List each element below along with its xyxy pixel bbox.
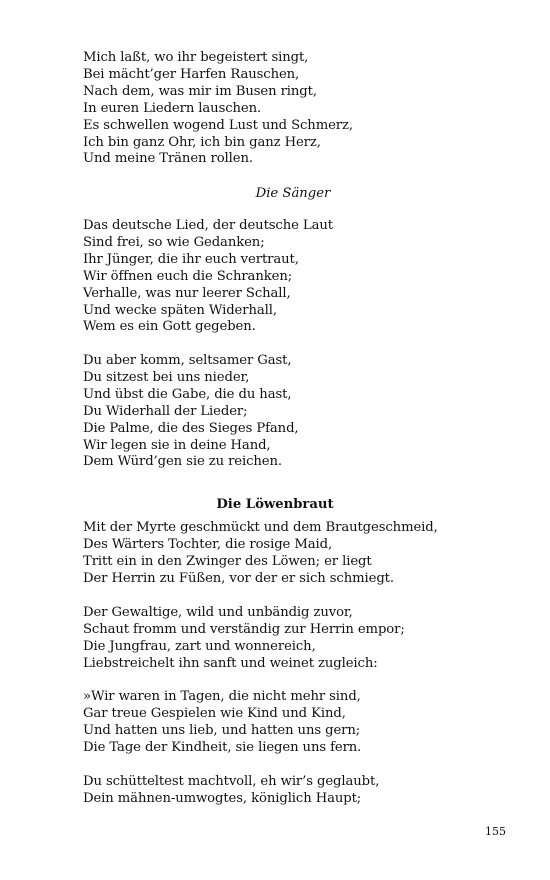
verse-line: Ihr Jünger, die ihr euch vertraut, (83, 251, 299, 267)
verse-line: Wem es ein Gott gegeben. (83, 319, 256, 335)
verse-line: Es schwellen wogend Lust und Schmerz, (83, 117, 353, 133)
verse-line: Die Tage der Kindheit, sie liegen uns fern. (83, 739, 362, 755)
verse-line: Du Widerhall der Lieder; (83, 403, 248, 419)
stanza-4 (83, 520, 438, 588)
poem-title: Die Löwenbraut (216, 497, 334, 512)
stanza-1 (83, 50, 353, 168)
verse-line: »Wir waren in Tagen, die nicht mehr sind, (83, 689, 361, 704)
verse-line: Nach dem, was mir im Busen ringt, (83, 83, 317, 99)
verse-line: Mit der Myrte geschmückt und dem Brautgeschmeid, (83, 520, 438, 535)
stanza-3 (83, 353, 299, 471)
verse-line: Ich bin ganz Ohr, ich bin ganz Herz, (83, 134, 321, 150)
verse-line: Schaut fromm und verständig zur Herrin empor; (83, 621, 405, 637)
verse-line: Du sitzest bei uns nieder, (83, 369, 250, 385)
verse-line: Bei mächt’ger Harfen Rauschen, (83, 66, 300, 82)
verse-line: Dem Würd’gen sie zu reichen. (83, 454, 282, 470)
verse-line: Gar treue Gespielen wie Kind und Kind, (83, 705, 346, 721)
verse-line: Liebstreichelt ihn sanft und weinet zugleich: (83, 655, 378, 671)
stanza-2 (83, 218, 333, 336)
verse-line: Sind frei, so wie Gedanken; (83, 234, 265, 250)
verse-line: Und meine Tränen rollen. (83, 151, 253, 167)
verse-line: Wir legen sie in deine Hand, (83, 437, 271, 453)
stanza-5 (83, 605, 405, 673)
stanza-6 (83, 689, 361, 757)
verse-line: Verhalle, was nur leerer Schall, (83, 285, 291, 301)
verse-line: Das deutsche Lied, der deutsche Laut (83, 218, 333, 233)
verse-line: Die Jungfrau, zart und wonnereich, (83, 638, 316, 654)
verse-line: Der Herrin zu Füßen, vor der er sich schmiegt. (83, 570, 394, 586)
verse-line: Der Gewaltige, wild und unbändig zuvor, (83, 605, 353, 620)
stanza-7 (83, 774, 379, 808)
verse-line: Und hatten uns lieb, und hatten uns gern; (83, 722, 361, 738)
verse-line: Die Palme, die des Sieges Pfand, (83, 420, 299, 436)
verse-line: Wir öffnen euch die Schranken; (83, 268, 293, 284)
speaker-heading: Die Sänger (255, 186, 331, 201)
verse-line: Du schütteltest machtvoll, eh wir’s geglaubt, (83, 774, 380, 789)
verse-line: Du aber komm, seltsamer Gast, (83, 353, 292, 368)
verse-line: Und wecke späten Widerhall, (83, 302, 277, 318)
verse-line: Und übst die Gabe, die du hast, (83, 386, 292, 402)
verse-line: Tritt ein in den Zwinger des Löwen; er liegt (83, 553, 372, 569)
verse-line: Mich laßt, wo ihr begeistert singt, (83, 50, 309, 65)
verse-line: Des Wärters Tochter, die rosige Maid, (83, 536, 333, 552)
page-number: 155 (485, 825, 506, 838)
verse-line: In euren Liedern lauschen. (83, 100, 262, 116)
verse-line: Dein mähnen-umwogtes, königlich Haupt; (83, 790, 362, 806)
